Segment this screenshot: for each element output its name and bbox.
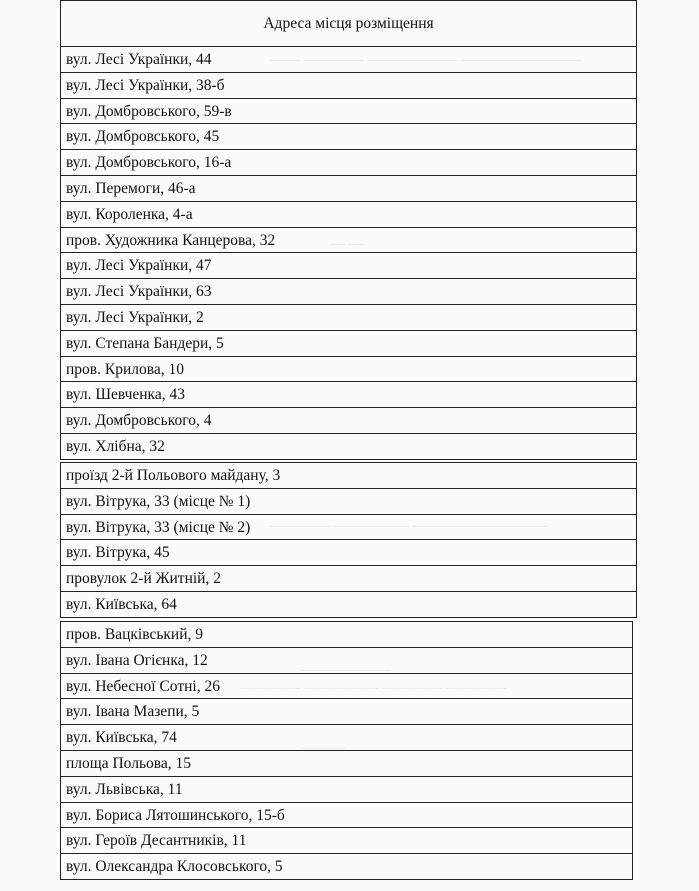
address-row: вул. Хлібна, 32: [61, 434, 636, 460]
bleed-through-text: ———: [300, 740, 345, 756]
address-row: вул. Перемоги, 46-а: [61, 176, 636, 202]
table-header: Адреса місця розміщення: [61, 1, 636, 47]
address-row: вул. Вітрука, 33 (місце № 2): [61, 515, 636, 541]
address-row: площа Польова, 15: [61, 751, 632, 777]
bleed-through-text: —— ———— —————— ————————: [270, 52, 582, 68]
address-row: вул. Івана Огієнка, 12: [61, 648, 632, 674]
address-row: вул. Київська, 74: [61, 725, 632, 751]
address-row: вул. Вітрука, 45: [61, 540, 636, 566]
address-row: вул. Львівська, 11: [61, 777, 632, 803]
address-row: вул. Вітрука, 33 (місце № 1): [61, 489, 636, 515]
address-row: вул. Степана Бандери, 5: [61, 331, 636, 357]
bleed-through-text: ———— ————— —————————: [270, 518, 548, 534]
address-row: вул. Домбровського, 45: [61, 124, 636, 150]
address-table-part-1: [60, 0, 637, 460]
address-row: вул. Небесної Сотні, 26: [61, 674, 632, 700]
address-row: вул. Лесі Українки, 44: [61, 47, 636, 73]
bleed-through-text: ———— ————— ———— ————: [240, 680, 507, 696]
address-row: пров. Вацківський, 9: [61, 622, 632, 648]
address-row: вул. Домбровського, 16-а: [61, 150, 636, 176]
address-table-part-2: [60, 462, 637, 618]
address-row: проїзд 2-й Польового майдану, 3: [61, 463, 636, 489]
address-row: вул. Домбровського, 59-в: [61, 99, 636, 125]
address-row: вул. Лесі Українки, 63: [61, 279, 636, 305]
address-row: вул. Лесі Українки, 38-б: [61, 73, 636, 99]
address-row: вул. Домбровського, 4: [61, 408, 636, 434]
address-row: вул. Лесі Українки, 2: [61, 305, 636, 331]
address-table-part-3: [60, 621, 633, 880]
address-row: пров. Художника Канцерова, 32: [61, 228, 636, 254]
address-row: вул. Олександра Клосовського, 5: [61, 854, 632, 880]
bleed-through-text: ——————: [300, 662, 390, 678]
address-row: вул. Короленка, 4-а: [61, 202, 636, 228]
address-row: вул. Героїв Десантників, 11: [61, 828, 632, 854]
address-row: пров. Крилова, 10: [61, 357, 636, 383]
address-row: вул. Київська, 64: [61, 592, 636, 618]
address-row: вул. Шевченка, 43: [61, 382, 636, 408]
address-row: вул. Лесі Українки, 47: [61, 253, 636, 279]
address-row: провулок 2-й Житній, 2: [61, 566, 636, 592]
address-row: вул. Бориса Лятошинського, 15-б: [61, 803, 632, 829]
bleed-through-text: — —: [330, 236, 364, 252]
address-row: вул. Івана Мазепи, 5: [61, 699, 632, 725]
